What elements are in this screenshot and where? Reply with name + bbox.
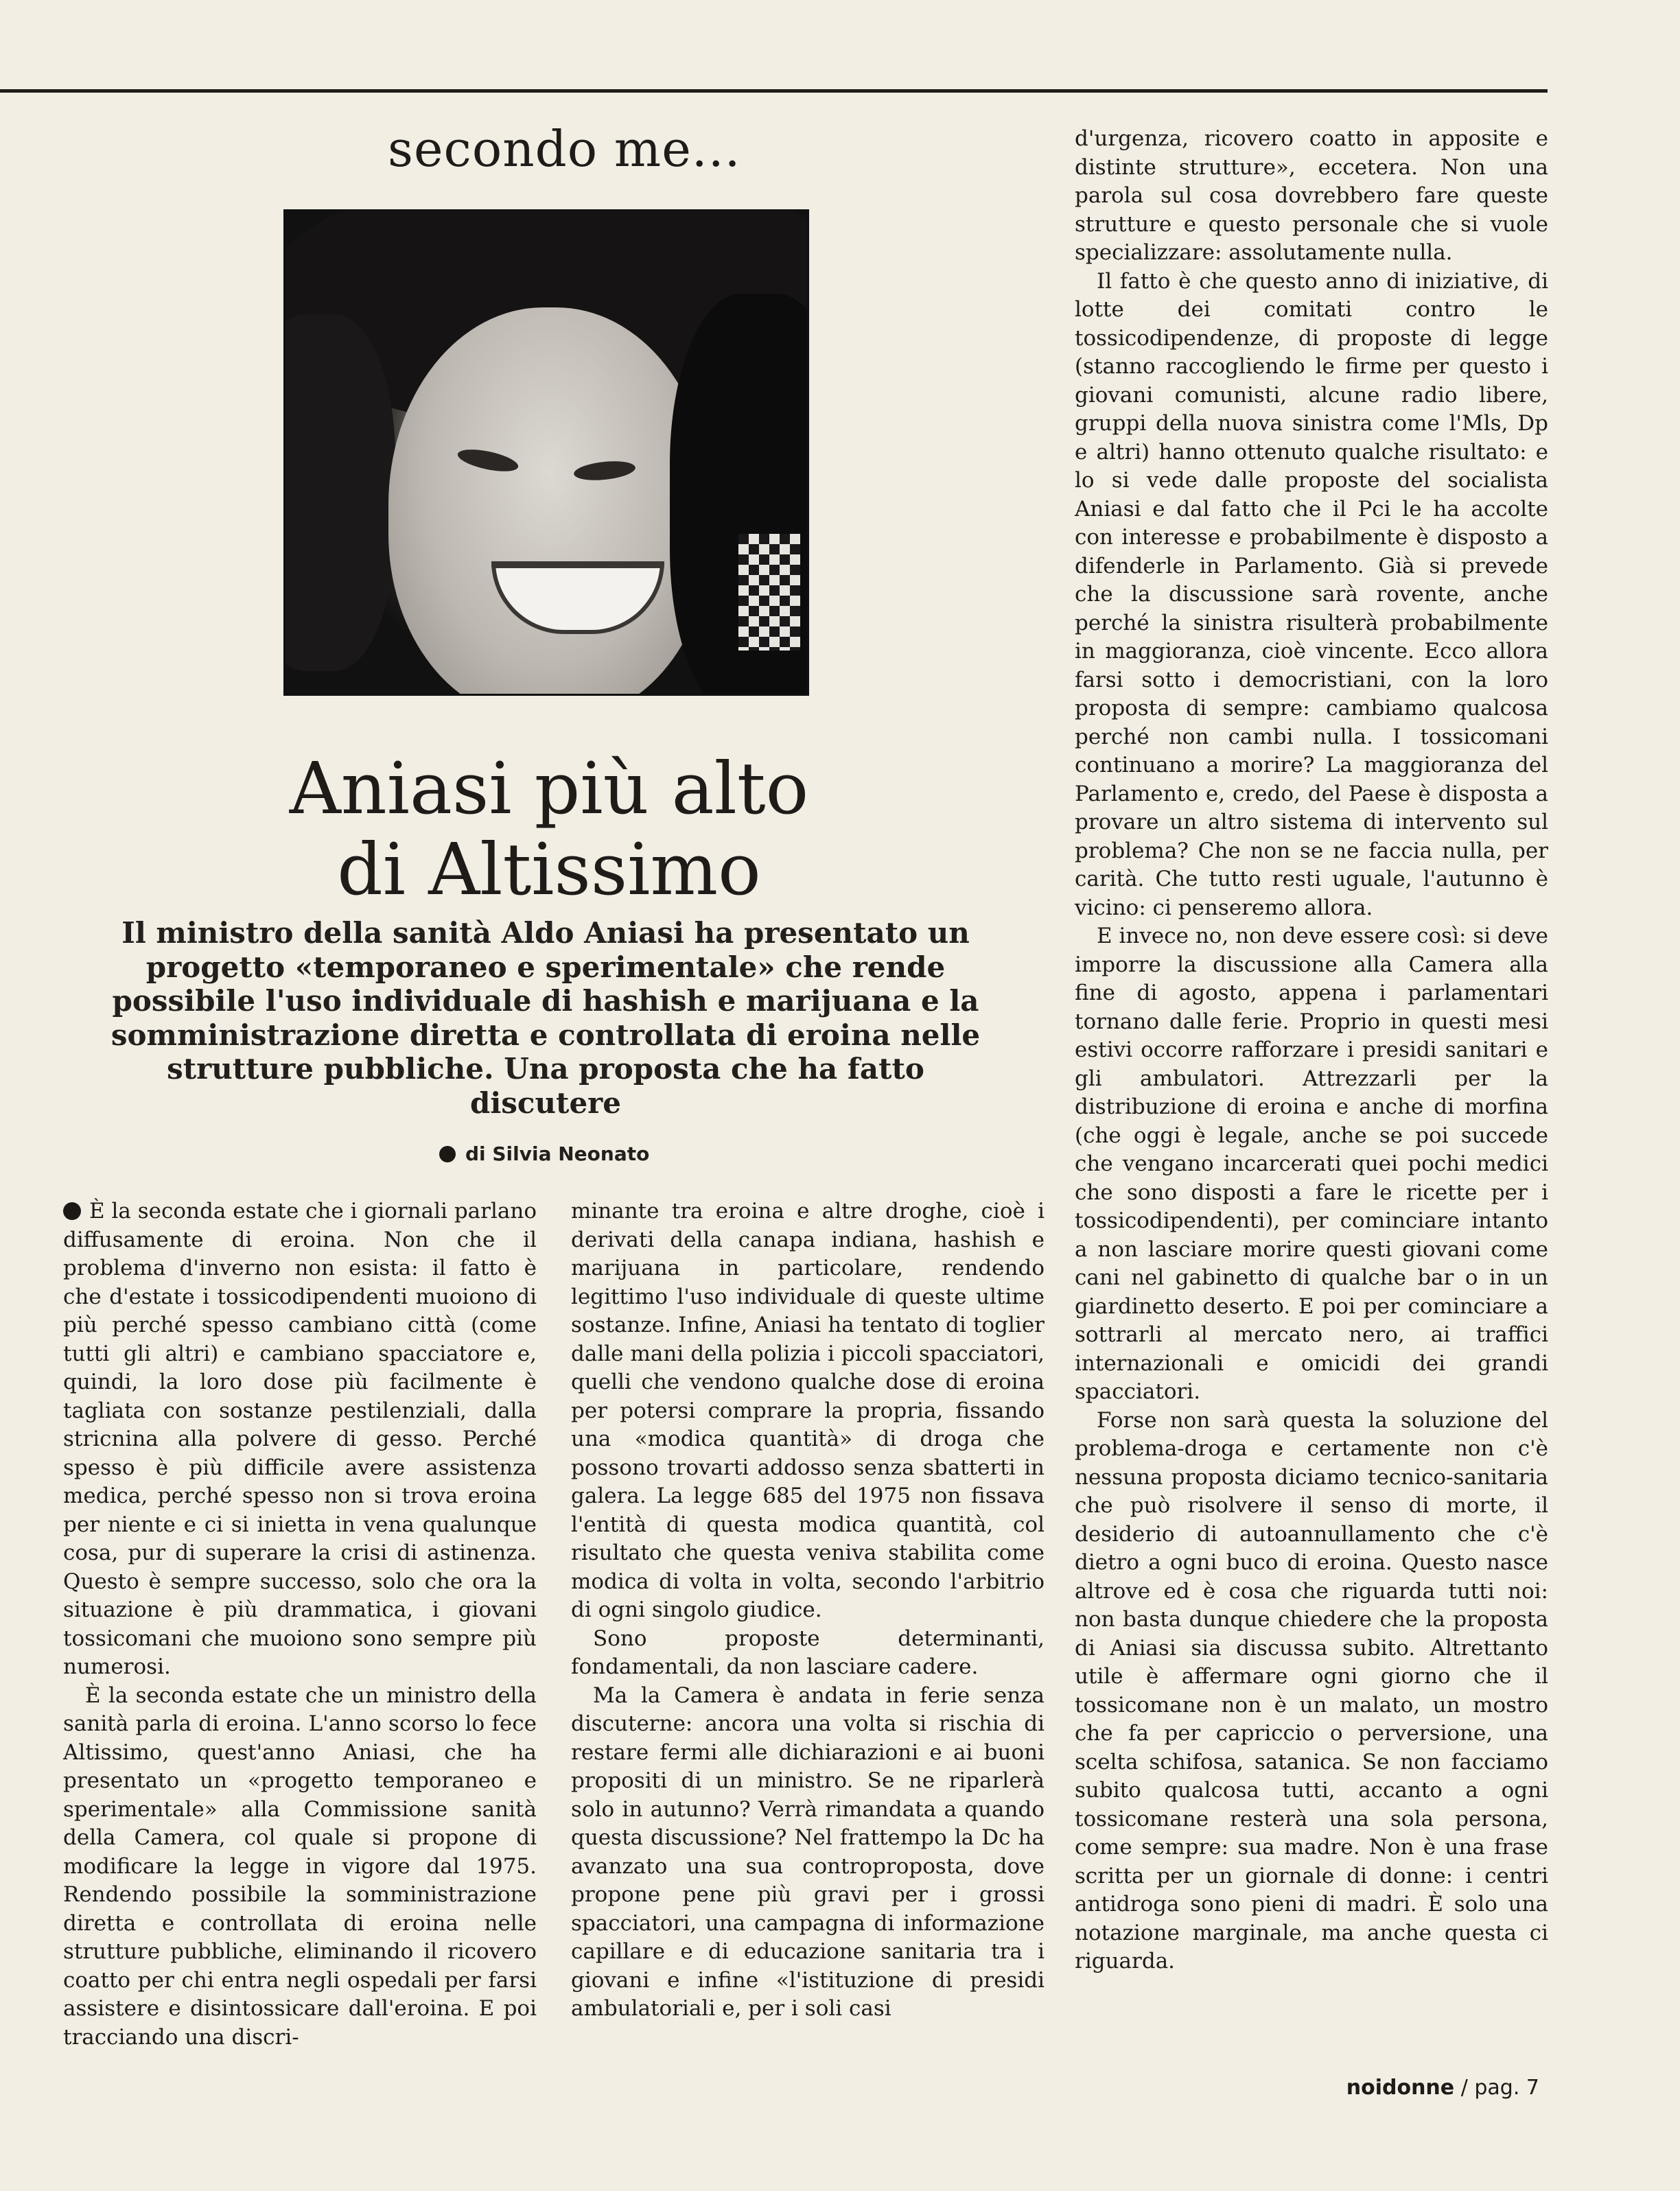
section-kicker: secondo me... [388,120,741,178]
photo-checkered-shirt [738,534,800,651]
paragraph: Sono proposte determinanti, fondamentali, da non lasciare cadere. [571,1626,1045,1679]
page-number: 7 [1526,2076,1539,2100]
article-column-1 [63,1197,537,2052]
deck-subtitle: Il ministro della sanità Aldo Aniasi ha presentato un progetto «temporaneo e sperimentale» che rende possibile l'uso individuale di hashish e marijuana e la somministrazione diretta e controllata di eroina nelle strutture pubbliche. Una proposta che ha fatto discutere [110,916,981,1120]
byline-author: di Silvia Neonato [465,1143,650,1165]
bullet-icon [439,1146,456,1162]
paragraph: minante tra eroina e altre droghe, cioè i derivati della canapa indiana, hashish e marijuana in particolare, rendendo legittimo l'uso individuale di queste ultime sostanze. Infine, Aniasi ha tentato di toglier dalle mani della polizia i piccoli spacciatori, quelli che vendono qualche dose di eroina per potersi comprare la propria, fissando una «modica quantità» di droga che possono trovarti addosso senza sbatterti in galera. La legge 685 del 1975 non fissava l'entità di questa modica quantità, col risultato che questa veniva stabilita come modica di volta in volta, secondo l'arbitrio di ogni singolo giudice. [571,1199,1045,1622]
paragraph: d'urgenza, ricovero coatto in apposite e distinte strutture», eccetera. Non una parola sul cosa dovrebbero fare queste strutture e questo personale che si vuole specializzare: assolutamente nulla. [1075,126,1548,265]
footer-separator: / [1460,2076,1468,2100]
photo-hair-left-shape [283,314,395,671]
byline [439,1143,649,1165]
paragraph: È la seconda estate che un ministro della sanità parla di eroina. L'anno scorso lo fece Altissimo, quest'anno Aniasi, che ha presentato un «progetto temporaneo e sperimentale» alla Commissione sanità della Camera, col quale si propone di modificare la legge in vigore dal 1975. Rendendo possibile la somministrazione diretta e controllata di eroina nelle strutture pubbliche, eliminando il ricovero coatto per chi entra negli ospedali per farsi assistere e disintossicare dall'eroina. E poi tracciando una discri- [63,1683,537,2050]
article-column-3 [1075,125,1548,1976]
headline-line-1: Aniasi più alto [289,747,809,830]
paragraph: Il fatto è che questo anno di iniziative, di lotte dei comitati contro le tossicodipendenze, di proposte di legge (stanno raccogliendo le firme per questo i giovani comunisti, alcune radio libere, gruppi della nuova sinistra come l'Mls, Dp e altri) hanno ottenuto qualche risultato: e lo si vede dalle proposte del socialista Aniasi e dal fatto che il Pci le ha accolte con interesse e probabilmente è disposto a difenderle in Parlamento. Già si prevede che la discussione sarà rovente, anche perché la sinistra risulterà probabilmente in maggioranza, cioè vincente. Ecco allora farsi sotto i democristiani, con la loro proposta di sempre: cambiamo qualcosa perché non cambi nulla. I tossicomani continuano a morire? La maggioranza del Parlamento e, credo, del Paese è disposta a provare un altro sistema di intervento sul problema? Che non se ne faccia nulla, per carità. Che tutto resti uguale, l'autunno è vicino: ci penseremo allora. [1075,268,1548,920]
headline-line-2: di Altissimo [337,828,761,911]
author-portrait-photo [283,209,809,696]
page-footer [1346,2076,1539,2100]
photo-face-shape [388,307,711,696]
paragraph [63,1197,537,1682]
lead-bullet-icon [63,1202,81,1220]
page-label: pag. [1474,2076,1520,2100]
paragraph: Ma la Camera è andata in ferie senza discuterne: ancora una volta si rischia di restare fermi alle dichiarazioni e ai buoni propositi di un ministro. Se ne riparlerà solo in autunno? Verrà rimandata a quando questa discussione? Nel frattempo la Dc ha avanzato una sua controproposta, dove propone pene più gravi per i grossi spacciatori, una campagna di informazione capillare e di educazione sanitaria tra i giovani e infine «l'istituzione di presidi ambulatoriali e, per i soli casi [571,1683,1045,2021]
paragraph: E invece no, non deve essere così: si deve imporre la discussione alla Camera alla fine di agosto, appena i parlamentari tornano dalle ferie. Proprio in questi mesi estivi occorre rafforzare i presidi sanitari e gli ambulatori. Attrezzarli per la distribuzione di eroina e anche di morfina (che oggi è legale, anche se poi succede che vengano incarcerati quei pochi medici che sono disposti a fare le ricette per i tossicodipendenti), per cominciare intanto a non lasciare morire questi giovani come cani nel gabinetto di qualche bar o in un giardinetto deserto. E poi per cominciare a sottrarli al mercato nero, ai traffici internazionali e omicidi dei grandi spacciatori. [1075,924,1548,1404]
magazine-brand: noidonne [1346,2076,1455,2100]
article-column-2 [571,1197,1045,2024]
paragraph-text: È la seconda estate che i giornali parlano diffusamente di eroina. Non che il problema d'inverno non esista: il fatto è che d'estate i tossicodipendenti muoiono di più perché spesso cambiano città (come tutti gli altri) e cambiano spacciatore e, quindi, la loro dose più facilmente è tagliata con sostanze pestilenziali, dalla stricnina alla polvere di gesso. Perché spesso è più difficile avere assistenza medica, perché spesso non si trova eroina per niente e ci si inietta in vena qualunque cosa, pur di superare la crisi di astinenza. Questo è sempre successo, solo che ora la situazione è più drammatica, i giovani tossicomani che muoiono sono sempre più numerosi. [63,1199,537,1679]
paragraph: Forse non sarà questa la soluzione del problema-droga e certamente non c'è nessuna proposta diciamo tecnico-sanitaria che può risolvere il senso di morte, il desiderio di autoannullamento che c'è dietro a ogni buco di eroina. Questo nasce altrove ed è cosa che riguarda tutti noi: non basta dunque chiedere che la proposta di Aniasi sia discussa subito. Altrettanto utile è affermare ogni giorno che il tossicomane non è un malato, un mostro che fa per capriccio o perversione, una scelta schifosa, satanica. Se non facciamo subito qualcosa tutti, accanto a ogni tossicomane resterà una sola persona, come sempre: sua madre. Non è una frase scritta per un giornale di donne: i centri antidroga sono pieni di madri. È solo una notazione marginale, ma anche questa ci riguarda. [1075,1407,1548,1973]
top-rule [0,89,1548,93]
headline [206,748,892,910]
